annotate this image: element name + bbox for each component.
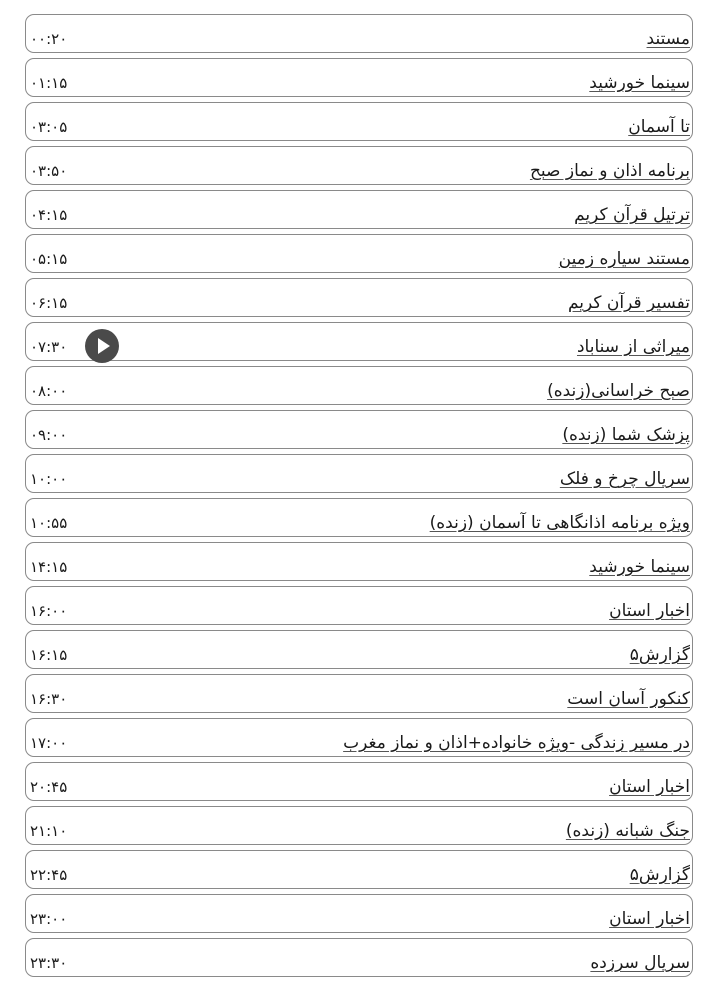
schedule-row[interactable] (25, 102, 693, 141)
program-time: ۰۷:۳۰ (30, 338, 68, 356)
program-title: برنامه اذان و نماز صبح (529, 161, 690, 181)
program-title: کنکور آسان است (567, 689, 690, 709)
program-time: ۱۰:۰۰ (30, 470, 68, 488)
program-time: ۰۵:۱۵ (30, 250, 68, 268)
program-time: ۲۳:۰۰ (30, 910, 68, 928)
program-title: اخبار استان (609, 777, 690, 797)
program-title: سینما خورشید (589, 557, 690, 577)
schedule-row[interactable] (25, 762, 693, 801)
program-time: ۲۲:۴۵ (30, 866, 68, 884)
program-time: ۰۸:۰۰ (30, 382, 68, 400)
schedule-row-current[interactable] (25, 322, 693, 361)
program-time: ۰۱:۱۵ (30, 74, 68, 92)
schedule-row[interactable] (25, 850, 693, 889)
program-title: میراثی از سناباد (576, 337, 690, 357)
schedule-row[interactable] (25, 498, 693, 537)
program-title: سریال چرخ و فلک (559, 469, 690, 489)
program-time: ۱۷:۰۰ (30, 734, 68, 752)
play-icon[interactable] (85, 329, 119, 363)
schedule-row[interactable] (25, 806, 693, 845)
program-title: جنگ شبانه (زنده) (565, 821, 690, 841)
schedule-row[interactable] (25, 542, 693, 581)
program-time: ۱۶:۳۰ (30, 690, 68, 708)
program-time: ۲۳:۳۰ (30, 954, 68, 972)
program-time: ۲۰:۴۵ (30, 778, 68, 796)
program-title: تفسیر قرآن کریم (567, 293, 690, 313)
schedule-row[interactable] (25, 586, 693, 625)
program-time: ۰۶:۱۵ (30, 294, 68, 312)
program-time: ۱۶:۱۵ (30, 646, 68, 664)
program-title: اخبار استان (609, 601, 690, 621)
program-title: ویژه برنامه اذانگاهی تا آسمان (زنده) (429, 513, 690, 533)
program-title: مستند سیاره زمین (558, 249, 690, 269)
program-time: ۰۴:۱۵ (30, 206, 68, 224)
schedule-row[interactable] (25, 410, 693, 449)
program-title: سینما خورشید (589, 73, 690, 93)
schedule-row[interactable] (25, 454, 693, 493)
program-title: پزشک شما (زنده) (562, 425, 690, 445)
schedule-row[interactable] (25, 190, 693, 229)
schedule-row[interactable] (25, 58, 693, 97)
schedule-row[interactable] (25, 718, 693, 757)
program-time: ۱۴:۱۵ (30, 558, 68, 576)
program-title: در مسیر زندگی -ویژه خانواده+اذان و نماز مغرب (343, 733, 690, 753)
program-title: مستند (646, 29, 690, 49)
program-title: اخبار استان (609, 909, 690, 929)
program-title: صبح خراسانی(زنده) (547, 381, 690, 401)
schedule-row[interactable] (25, 630, 693, 669)
program-title: گزارش۵ (629, 865, 690, 885)
schedule-row[interactable] (25, 146, 693, 185)
program-time: ۱۰:۵۵ (30, 514, 68, 532)
schedule-row[interactable] (25, 234, 693, 273)
schedule-row[interactable] (25, 14, 693, 53)
program-title: گزارش۵ (629, 645, 690, 665)
program-time: ۰۳:۵۰ (30, 162, 68, 180)
program-time: ۰۳:۰۵ (30, 118, 68, 136)
schedule-row[interactable] (25, 674, 693, 713)
schedule-row[interactable] (25, 938, 693, 977)
program-time: ۰۹:۰۰ (30, 426, 68, 444)
program-title: ترتیل قرآن کریم (574, 205, 690, 225)
program-time: ۱۶:۰۰ (30, 602, 68, 620)
program-title: سریال سرزده (590, 953, 690, 973)
schedule-row[interactable] (25, 366, 693, 405)
schedule-row[interactable] (25, 278, 693, 317)
program-time: ۲۱:۱۰ (30, 822, 68, 840)
program-time: ۰۰:۲۰ (30, 30, 68, 48)
program-title: تا آسمان (628, 117, 690, 137)
schedule-row[interactable] (25, 894, 693, 933)
